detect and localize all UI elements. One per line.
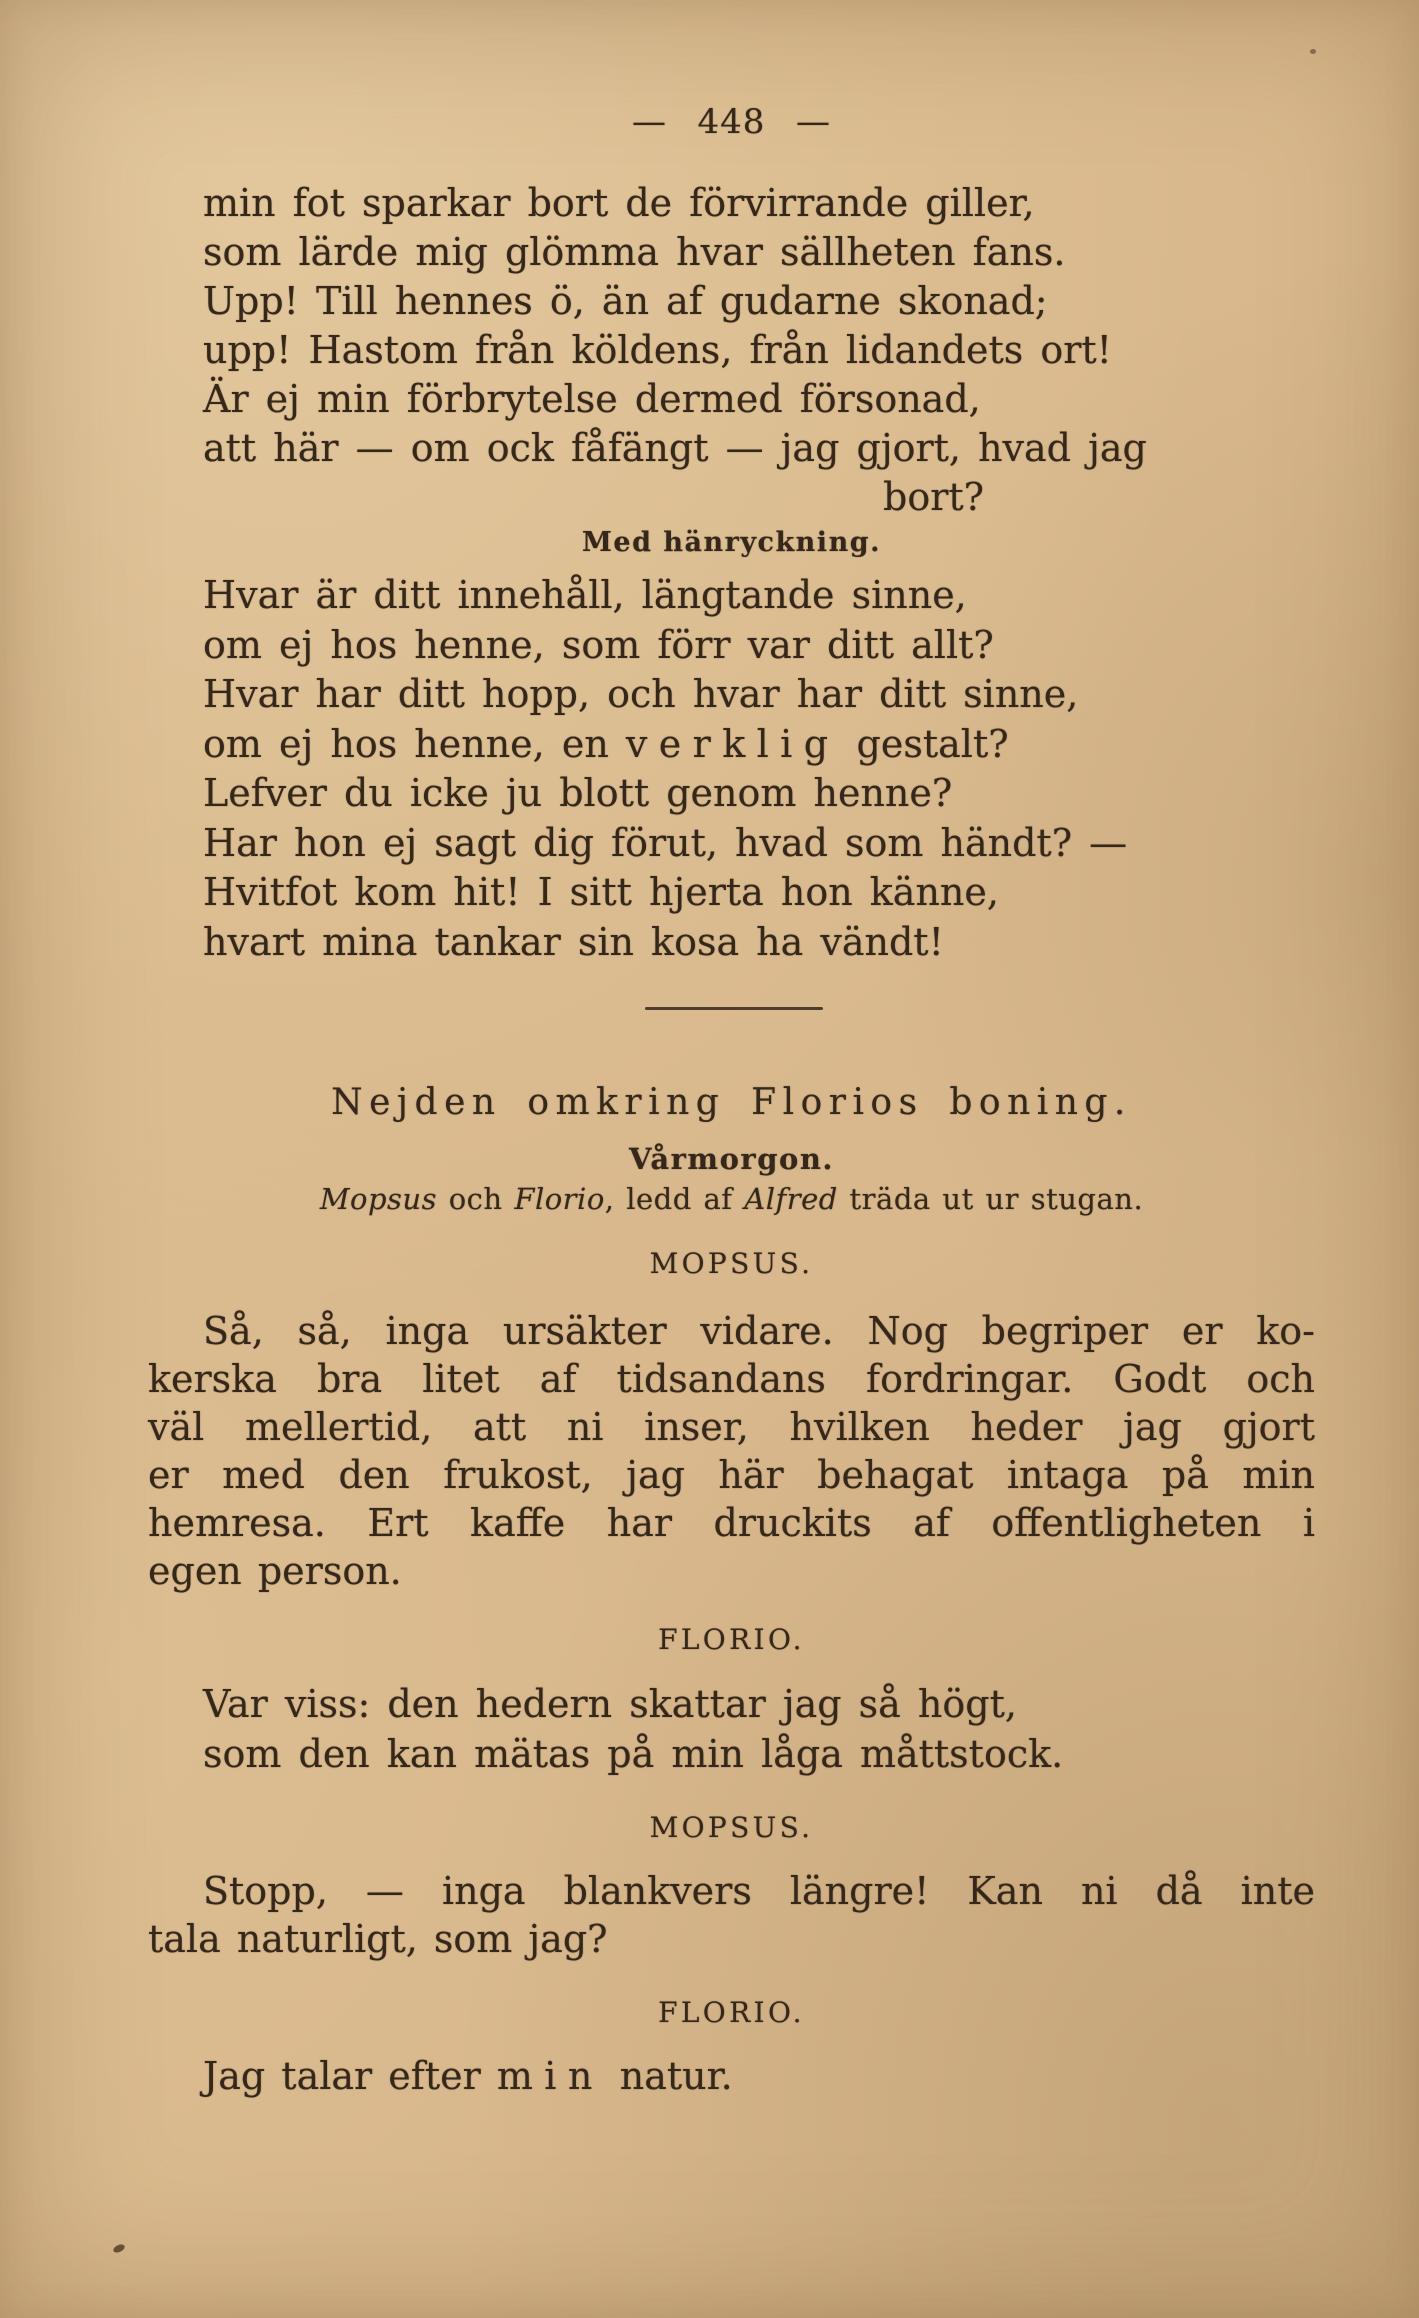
verse-line: att här — om ock fåfängt — jag gjort, hvad jag (203, 426, 1147, 470)
dialogue-line-emphasized (148, 2052, 1315, 2100)
verse-text: gestalt? (839, 721, 1009, 766)
verse-block-rapture (203, 571, 1383, 967)
direction-text: träda ut ur stugan. (837, 1182, 1144, 1216)
verse-block-florio (203, 1679, 1383, 1779)
dialogue-text: natur. (603, 2054, 733, 2098)
verse-line: Var viss: den hedern skattar jag så högt, (203, 1682, 1017, 1726)
dialogue-line: Stopp, — inga blankvers längre! Kan ni då inte (203, 1869, 1315, 1913)
dialogue-text: Jag talar efter (203, 2054, 497, 2098)
verse-line: Hvitfot kom hit! I sitt hjerta hon känne, (203, 870, 999, 914)
verse-line: upp! Hastom från köldens, från lidandets ort! (203, 328, 1112, 372)
verse-text: om ej hos henne, en (203, 721, 626, 766)
character-name-italic: Florio (514, 1182, 605, 1216)
scene-stage-direction (148, 1181, 1315, 1217)
verse-line: Lefver du icke ju blott genom henne? (203, 771, 953, 815)
speaker-label: FLORIO. (658, 1996, 805, 2029)
verse-line: som lärde mig glömma hvar sällheten fans. (203, 230, 1066, 274)
speaker-label: MOPSUS. (649, 1247, 814, 1280)
verse-line: Hvar har ditt hopp, och hvar har ditt sinne, (203, 672, 1079, 716)
verse-line: Har hon ej sagt dig förut, hvad som händt? — (203, 820, 1128, 865)
section-divider (645, 1007, 823, 1010)
dialogue-line: tala naturligt, som jag? (148, 1917, 608, 1961)
dialogue-line: Så, så, inga ursäkter vidare. Nog begriper er ko- (203, 1309, 1315, 1353)
verse-line: om ej hos henne, som förr var ditt allt? (203, 622, 994, 667)
direction-text: och (437, 1182, 515, 1216)
emphasized-word: verklig (625, 721, 840, 766)
character-name-italic: Alfred (744, 1182, 838, 1216)
dialogue-line: egen person. (148, 1549, 402, 1593)
verse-line-emphasized (203, 720, 1383, 770)
scene-time: Vårmorgon. (628, 1142, 834, 1176)
verse-line: hvart mina tankar sin kosa ha vändt! (203, 919, 944, 964)
verse-block-opening (203, 179, 1383, 522)
character-name-italic: Mopsus (319, 1182, 437, 1216)
ink-speck (1310, 49, 1316, 54)
speaker-label: MOPSUS. (649, 1811, 814, 1844)
emphasized-word: min (496, 2054, 604, 2098)
direction-text: , ledd af (604, 1182, 745, 1216)
verse-line-continuation: bort? (883, 475, 985, 519)
page-number: — 448 — (632, 102, 831, 142)
dialogue-line: kerska bra litet af tidsandans fordringar. Godt och (148, 1357, 1315, 1401)
verse-line: min fot sparkar bort de förvirrande giller, (203, 181, 1035, 225)
dialogue-paragraph (148, 1867, 1315, 1963)
scene-heading: Nejden omkring Florios boning. (331, 1082, 1132, 1123)
speaker-label: FLORIO. (658, 1623, 805, 1656)
verse-line: Upp! Till hennes ö, än af gudarne skonad; (203, 279, 1048, 323)
dialogue-line: er med den frukost, jag här behagat intaga på min (148, 1453, 1315, 1497)
verse-line: Är ej min förbrytelse dermed försonad, (203, 377, 981, 421)
dialogue-paragraph (148, 1307, 1315, 1595)
ink-speck (112, 2243, 126, 2254)
verse-line: som den kan mätas på min låga måttstock. (203, 1732, 1064, 1776)
dialogue-line: väl mellertid, att ni inser, hvilken heder jag gjort (148, 1405, 1315, 1449)
dialogue-paragraph (148, 2052, 1315, 2100)
verse-line: Hvar är ditt innehåll, längtande sinne, (203, 573, 967, 617)
dialogue-line: hemresa. Ert kaffe har druckits af offentligheten i (148, 1501, 1315, 1545)
stage-direction: Med hänryckning. (582, 527, 881, 558)
